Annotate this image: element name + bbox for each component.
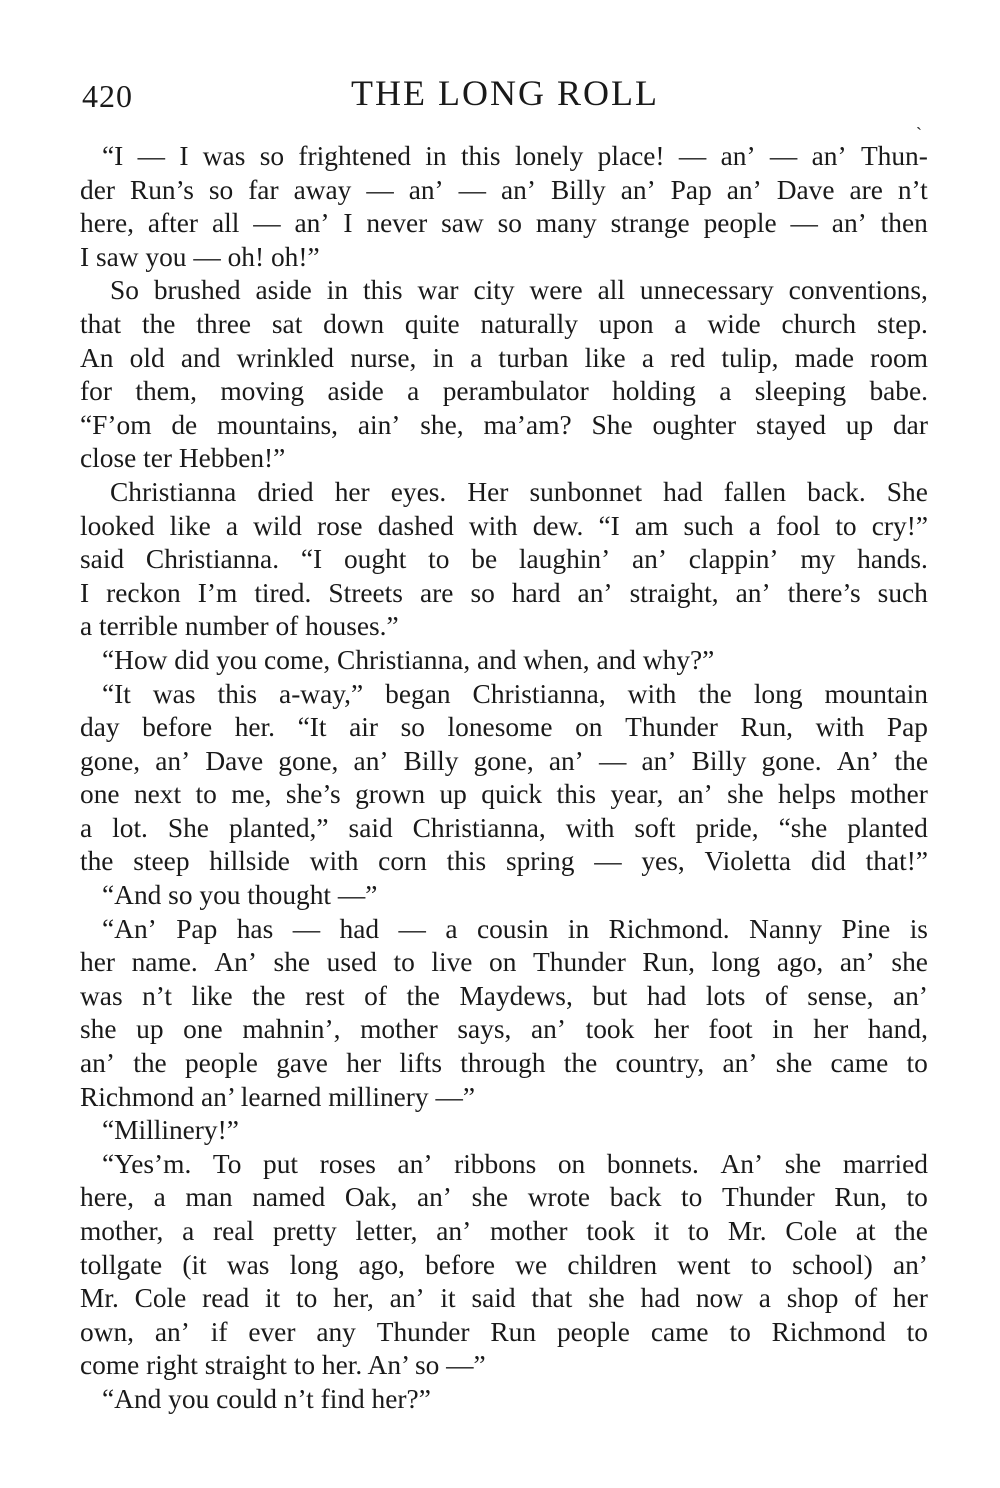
text-line: a lot. She planted,” said Christianna, with soft pride, “she planted — [80, 812, 928, 843]
running-title: THE LONG ROLL — [351, 73, 659, 113]
text-line: “Millinery!” — [102, 1115, 239, 1146]
text-line: Mr. Cole read it to her, an’ it said that she had now a shop of her — [80, 1283, 928, 1314]
stray-mark: ˏ — [916, 110, 922, 130]
text-line: I saw you — oh! oh!” — [80, 241, 320, 272]
text-line: day before her. “It air so lonesome on Thunder Run, with Pap — [80, 712, 928, 743]
text-line: that the three sat down quite naturally upon a wide church step. — [80, 308, 928, 339]
text-line: So brushed aside in this war city were all unnecessary conventions, — [110, 275, 928, 306]
page-header — [82, 72, 928, 130]
text-line: der Run’s so far away — an’ — an’ Billy an’ Pap an’ Dave are n’t — [80, 174, 928, 205]
text-line: “Yes’m. To put roses an’ ribbons on bonnets. An’ she married — [102, 1148, 928, 1179]
text-line: “I — I was so frightened in this lonely place! — an’ — an’ Thun- — [102, 141, 928, 171]
text-line: said Christianna. “I ought to be laughin’ an’ clappin’ my hands. — [80, 544, 928, 575]
text-line: her name. An’ she used to live on Thunder Run, long ago, an’ she — [80, 947, 928, 978]
text-line: looked like a wild rose dashed with dew. “I am such a fool to cry!” — [80, 510, 928, 541]
page-number: 420 — [82, 78, 133, 114]
text-line: the steep hillside with corn this spring — yes, Violetta did that!” — [80, 846, 928, 877]
text-line: Christianna dried her eyes. Her sunbonnet had fallen back. She — [110, 476, 928, 507]
text-line: An old and wrinkled nurse, in a turban like a red tulip, made room — [80, 342, 928, 373]
text-line: an’ the people gave her lifts through the country, an’ she came to — [80, 1048, 928, 1079]
text-line: “An’ Pap has — had — a cousin in Richmond. Nanny Pine is — [102, 913, 928, 944]
text-line: here, a man named Oak, an’ she wrote back to Thunder Run, to — [80, 1182, 928, 1213]
text-line: she up one mahnin’, mother says, an’ took her foot in her hand, — [80, 1014, 928, 1045]
text-line: close ter Hebben!” — [80, 443, 286, 474]
text-line: come right straight to her. An’ so —” — [80, 1350, 486, 1381]
text-line: Richmond an’ learned millinery —” — [80, 1081, 476, 1112]
text-line: for them, moving aside a perambulator holding a sleeping babe. — [80, 376, 928, 407]
text-line: own, an’ if ever any Thunder Run people came to Richmond to — [80, 1316, 928, 1347]
text-line: here, after all — an’ I never saw so many strange people — an’ then — [80, 208, 928, 239]
text-line: a terrible number of houses.” — [80, 611, 399, 642]
text-line: I reckon I’m tired. Streets are so hard an’ straight, an’ there’s such — [80, 577, 928, 608]
text-line: “It was this a-way,” began Christianna, with the long mountain — [102, 678, 928, 709]
text-line: was n’t like the rest of the Maydews, but had lots of sense, an’ — [80, 980, 928, 1011]
text-line: “How did you come, Christianna, and when, and why?” — [102, 644, 715, 675]
text-line: “And you could n’t find her?” — [102, 1383, 431, 1414]
text-line: tollgate (it was long ago, before we children went to school) an’ — [80, 1249, 928, 1280]
text-line: “F’om de mountains, ain’ she, ma’am? She oughter stayed up dar — [80, 409, 928, 440]
text-line: mother, a real pretty letter, an’ mother took it to Mr. Cole at the — [80, 1216, 928, 1246]
text-line: one next to me, she’s grown up quick this year, an’ she helps mother — [80, 779, 928, 810]
text-line: “And so you thought —” — [102, 880, 378, 911]
text-line: gone, an’ Dave gone, an’ Billy gone, an’ — an’ Billy gone. An’ the — [80, 745, 928, 776]
body-text — [80, 140, 928, 1417]
